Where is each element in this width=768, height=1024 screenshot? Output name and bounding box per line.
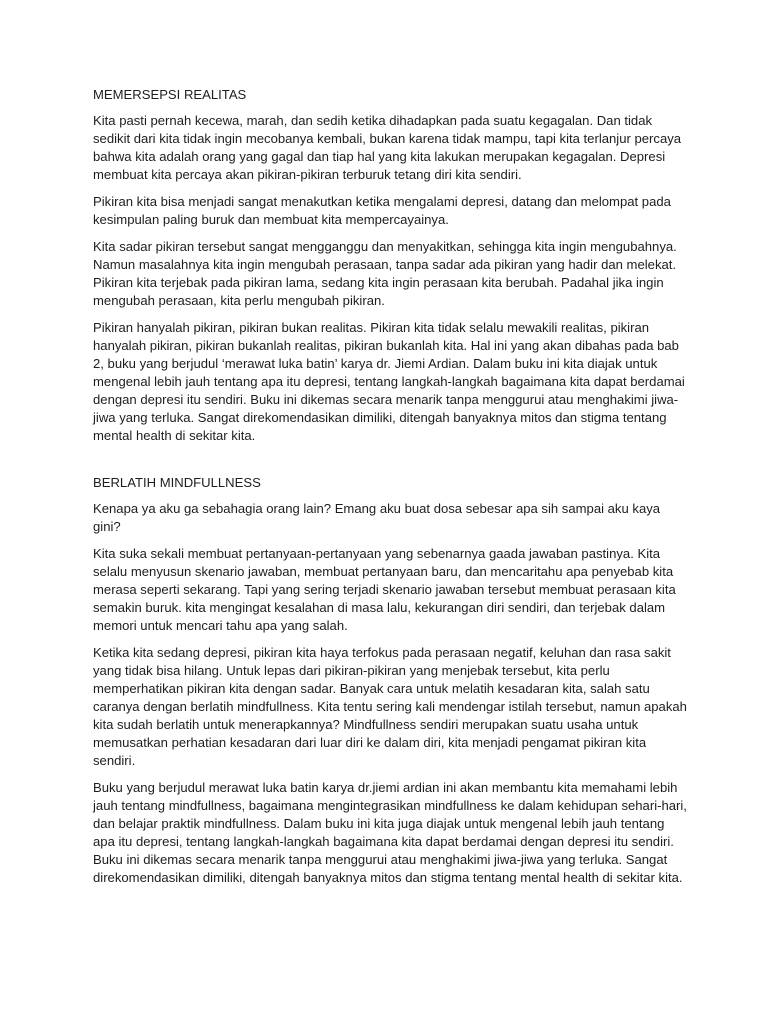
paragraph: Kita suka sekali membuat pertanyaan-pertanyaan yang sebenarnya gaada jawaban pastinya. Kita selalu menyusun skenario jawaban, membuat pertanyaan baru, dan mencaritahu apa penyebab kita merasa seperti sekarang. Tapi yang sering terjadi skenario jawaban tersebut membuat perasaan kita semakin buruk. kita mengingat kesalahan di masa lalu, kekurangan diri sendiri, dan terjebak dalam memori untuk mencari tahu apa yang salah.	[93, 546, 676, 633]
paragraph: Pikiran hanyalah pikiran, pikiran bukan realitas. Pikiran kita tidak selalu mewakili realitas, pikiran hanyalah pikiran, pikiran bukanlah realitas, pikiran bukanlah kita. Hal ini yang akan dibahas pada bab 2, buku yang berjudul ‘merawat luka batin’ karya dr. Jiemi Ardian. Dalam buku ini kita diajak untuk mengenal lebih jauh tentang apa itu depresi, tentang langkah-langkah bagaimana kita dapat berdamai dengan depresi itu sendiri. Buku ini dikemas secara menarik tanpa menggurui atau menghakimi jiwa-jiwa yang terluka. Sangat direkomendasikan dimiliki, ditengah banyaknya mitos dan stigma tentang mental health di sekitar kita.	[93, 320, 685, 443]
paragraph: Kenapa ya aku ga sebahagia orang lain? Emang aku buat dosa sebesar apa sih sampai aku kaya gini?	[93, 501, 661, 534]
section-memersepsi-realitas	[93, 86, 688, 445]
section-berlatih-mindfullness	[93, 474, 688, 887]
paragraph: Buku yang berjudul merawat luka batin karya dr.jiemi ardian ini akan membantu kita memahami lebih jauh tentang mindfullness, bagaimana mengintegrasikan mindfullness ke dalam kehidupan sehari-hari, dan belajar praktik mindfullness. Dalam buku ini kita juga diajak untuk mengenal lebih jauh tentang apa itu depresi, tentang langkah-langkah bagaimana kita dapat berdamai dengan depresi itu sendiri. Buku ini dikemas secara menarik tanpa menggurui atau menghakimi jiwa-jiwa yang terluka. Sangat direkomendasikan dimiliki, ditengah banyaknya mitos dan stigma tentang mental health di sekitar kita.	[93, 780, 687, 885]
paragraph: Pikiran kita bisa menjadi sangat menakutkan ketika mengalami depresi, datang dan melompat pada kesimpulan paling buruk dan membuat kita mempercayainya.	[93, 194, 671, 227]
paragraph: Kita sadar pikiran tersebut sangat mengganggu dan menyakitkan, sehingga kita ingin mengubahnya. Namun masalahnya kita ingin mengubah perasaan, tanpa sadar ada pikiran yang hadir dan melekat. Pikiran kita terjebak pada pikiran lama, sedang kita ingin perasaan kita berubah. Padahal jika ingin mengubah perasaan, kita perlu mengubah pikiran.	[93, 239, 677, 308]
section-title: BERLATIH MINDFULLNESS	[93, 475, 261, 490]
paragraph: Kita pasti pernah kecewa, marah, dan sedih ketika dihadapkan pada suatu kegagalan. Dan tidak sedikit dari kita tidak ingin mecobanya kembali, bukan karena tidak mampu, tapi kita terlanjur percaya bahwa kita adalah orang yang gagal dan tiap hal yang kita lakukan merupakan kegagalan. Depresi membuat kita percaya akan pikiran-pikiran terburuk tetang diri kita sendiri.	[93, 113, 682, 182]
section-title: MEMERSEPSI REALITAS	[93, 87, 247, 102]
paragraph: Ketika kita sedang depresi, pikiran kita haya terfokus pada perasaan negatif, keluhan dan rasa sakit yang tidak bisa hilang. Untuk lepas dari pikiran-pikiran yang menjebak tersebut, kita perlu memperhatikan pikiran kita dengan sadar. Banyak cara untuk melatih kesadaran kita, salah satu caranya dengan berlatih mindfullness. Kita tentu sering kali mendengar istilah tersebut, namun apakah kita sudah berlatih untuk menerapkannya? Mindfullness sendiri merupakan suatu usaha untuk memusatkan perhatian kesadaran dari luar diri ke dalam diri, kita menjadi pengamat pikiran kita sendiri.	[93, 645, 687, 768]
